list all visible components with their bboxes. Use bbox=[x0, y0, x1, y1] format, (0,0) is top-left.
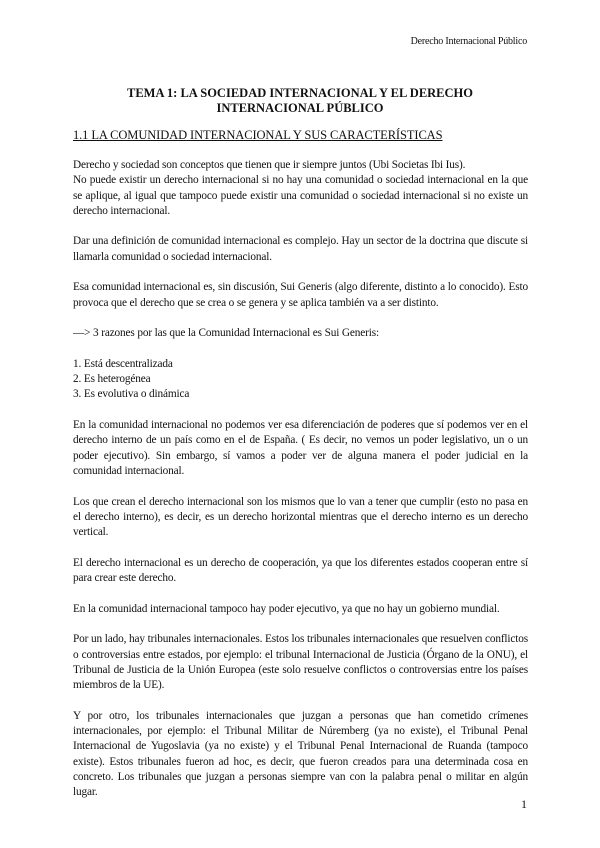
running-header: Derecho Internacional Público bbox=[410, 36, 527, 47]
paragraph: En la comunidad internacional no podemos ver esa diferenciación de poderes que sí podemos ver en el derecho interno de un país como en el de España. ( Es decir, no vemos un poder legislativo, un o un poder ejecutivo). Sin embargo, sí vamos a poder ver de alguna manera el poder judicial en la comunidad internacional. bbox=[73, 419, 528, 477]
paragraph: —> 3 razones por las que la Comunidad Internacional es Sui Generis: bbox=[73, 327, 379, 340]
page-number: 1 bbox=[521, 797, 527, 811]
paragraph: Por un lado, hay tribunales internacionales. Estos los tribunales internacionales que resuelven conflictos o controversias entre estados, por ejemplo: el tribunal Internacional de Justicia (Órgano de la ONU), el Tribunal de Justicia de la Unión Europea (este solo resuelve conflictos o controversias entre los países miembros de la UE). bbox=[73, 633, 528, 692]
paragraph: Derecho y sociedad son conceptos que tienen que ir siempre juntos (Ubi Societas Ibi Ius). bbox=[73, 159, 466, 171]
reasons-list bbox=[73, 357, 528, 403]
paragraph: Dar una definición de comunidad internacional es complejo. Hay un sector de la doctrina que discute si llamarla comunidad o sociedad internacional. bbox=[73, 235, 528, 263]
list-item: 3. Es evolutiva o dinámica bbox=[73, 388, 190, 401]
body-text bbox=[73, 158, 528, 816]
paragraph: El derecho internacional es un derecho de cooperación, ya que los diferentes estados cooperan entre sí para crear este derecho. bbox=[73, 556, 528, 585]
list-item: 2. Es heterogénea bbox=[73, 373, 151, 386]
paragraph: Esa comunidad internacional es, sin discusión, Sui Generis (algo diferente, distinto a lo conocido). Esto provoca que el derecho que se crea o se genera y se aplica también va a ser distinto. bbox=[73, 281, 528, 309]
list-item: 1. Está descentralizada bbox=[73, 357, 173, 370]
paragraph: En la comunidad internacional tampoco hay poder ejecutivo, ya que no hay un gobierno mundial. bbox=[73, 602, 500, 615]
section-heading: 1.1 LA COMUNIDAD INTERNACIONAL Y SUS CARACTERÍSTICAS bbox=[73, 128, 443, 142]
paragraph: Los que crean el derecho internacional son los mismos que lo van a tener que cumplir (esto no pasa en el derecho interno), es decir, es un derecho horizontal mientras que el derecho interno es un derecho vertical. bbox=[73, 495, 528, 539]
chapter-title: TEMA 1: LA SOCIEDAD INTERNACIONAL Y EL DERECHO INTERNACIONAL PÚBLICO bbox=[126, 86, 473, 115]
paragraph: Y por otro, los tribunales internacionales que juzgan a personas que han cometido crímenes internacionales, por ejemplo: el Tribunal Militar de Núremberg (ya no existe), el Tribunal Penal Internacional de Yugoslavia (ya no existe) y el Tribunal Penal Internacional de Ruanda (tampoco existe). Estos tribunales fueron ad hoc, es decir, que fueron creados para una determinada cosa en concreto. Los tribunales que juzgan a personas siempre van con la palabra penal o militar en algún lugar. bbox=[73, 709, 528, 799]
paragraph: No puede existir un derecho internacional si no hay una comunidad o sociedad internacional en la que se aplique, al igual que tampoco puede existir una comunidad o sociedad internacional si no existe un derecho internacional. bbox=[73, 174, 528, 217]
